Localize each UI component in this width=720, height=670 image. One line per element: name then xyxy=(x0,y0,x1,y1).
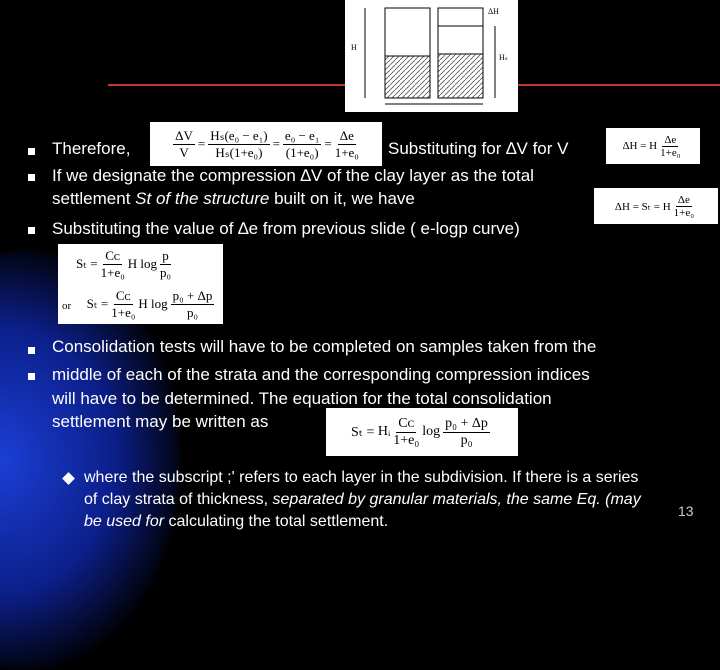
eq2-frac: $\frac{\Delta e}{\text{1+e₀}}$ xyxy=(660,133,681,159)
solid-phase-left xyxy=(385,56,430,98)
bullet-5 xyxy=(28,373,35,380)
solid-phase-right xyxy=(438,54,483,98)
line-determined: will have to be determined. The equation for the total consolidation xyxy=(52,389,552,408)
sub-line-2a: of clay strata of thickness, xyxy=(84,491,273,508)
line-substituting-e: Substituting the value of ∆e from previous slide ( e-logp curve) xyxy=(52,219,520,238)
sub-line-3 xyxy=(84,512,388,532)
equation-void-ratio: $\frac{\Delta V}{V}$ = $\frac{\text{Hₛ(e₀ − e₁)}}{\text{Hₛ(1+e₀)}}$ = $\frac{\text{e₀ − e₁}}{\text{(1+e₀)}}$ = $\frac{\Delta e}{\text{1+e₀}}$ xyxy=(150,122,382,166)
eq1-lhs: $\frac{\Delta V}{V}$ xyxy=(175,127,193,160)
settlement-italic: St of the structure xyxy=(135,189,270,208)
equation-total-settlement: Sₜ = Hᵢ $\frac{\text{Cᴄ}}{\text{1+e₀}}$ log $\frac{\text{p₀ + Δp}}{\text{p₀}}$ xyxy=(326,408,518,456)
settlement-text: settlement xyxy=(52,189,136,208)
void-phase-right xyxy=(438,8,483,26)
line-written-as: settlement may be written as xyxy=(52,412,269,431)
label-h: H xyxy=(351,43,357,52)
sub-line-2b: separated by granular materials, the same Eq. (may xyxy=(272,491,641,508)
equation-compression-index xyxy=(58,244,223,324)
equation-settlement: ΔH = Sₜ = H $\frac{\Delta e}{\text{1+e₀}}$ xyxy=(594,188,718,224)
eq1-right: $\frac{\text{e₀ − e₁}}{\text{(1+e₀)}}$ xyxy=(284,127,320,160)
label-hs: Hₛ xyxy=(499,53,508,62)
eq5-p: $\frac{\text{p₀ + Δp}}{\text{p₀}}$ xyxy=(445,415,488,448)
bullet-4 xyxy=(28,347,35,354)
soil-phase-diagram xyxy=(345,0,518,112)
bullet-1 xyxy=(28,148,35,155)
eq4a-cc: $\frac{\text{Cᴄ}}{\text{1+e₀}}$ xyxy=(100,247,125,280)
bullet-2 xyxy=(28,174,35,181)
settlement-rest: built on it, we have xyxy=(269,189,415,208)
line-middle: middle of each of the strata and the corresponding compression indices xyxy=(52,365,590,384)
sub-line-3a: be used for xyxy=(84,513,165,530)
line-substituting-v: Substituting for ∆V for V xyxy=(388,139,569,158)
eq3-frac: $\frac{\Delta e}{\text{1+e₀}}$ xyxy=(673,193,695,219)
eq4b-cc: $\frac{\text{Cᴄ}}{\text{1+e₀}}$ xyxy=(111,287,136,320)
line-settlement xyxy=(52,188,415,210)
soil-phase-svg xyxy=(345,0,518,112)
eq1-final: $\frac{\Delta e}{\text{1+e₀}}$ xyxy=(334,127,359,160)
eq4b-p: $\frac{\text{p₀ + Δp}}{\text{p₀}}$ xyxy=(172,287,213,320)
line-therefore: Therefore, xyxy=(52,139,131,158)
eq4a-p: $\frac{p}{\text{p₀}}$ xyxy=(160,247,172,280)
eq4-or: or xyxy=(62,300,72,312)
line-designate: If we designate the compression ∆V of the clay layer as the total xyxy=(52,166,534,185)
bullet-3 xyxy=(28,227,35,234)
page-number: 13 xyxy=(678,503,694,519)
sub-line-3b: calculating the total settlement. xyxy=(164,513,389,530)
eq1-mid: $\frac{\text{Hₛ(e₀ − e₁)}}{\text{Hₛ(1+e₀)}}$ xyxy=(210,127,268,160)
eq5-cc: $\frac{\text{Cᴄ}}{\text{1+e₀}}$ xyxy=(393,415,420,448)
void-phase-left xyxy=(385,8,430,56)
equation-delta-h: ΔH = H $\frac{\Delta e}{\text{1+e₀}}$ xyxy=(606,128,700,164)
compressed-void-right xyxy=(438,26,483,54)
line-consolidation: Consolidation tests will have to be completed on samples taken from the xyxy=(52,337,597,356)
sub-line-2 xyxy=(84,490,641,510)
label-dh: ΔH xyxy=(488,7,499,16)
sub-line-1: where the subscript ;' refers to each layer in the subdivision. If there is a series xyxy=(84,469,639,486)
eq4b: Sₜ = $\frac{\text{Cᴄ}}{\text{1+e₀}}$ H log $\frac{\text{p₀ + Δp}}{\text{p₀}}$ xyxy=(86,287,213,320)
eq4a: Sₜ = $\frac{\text{Cᴄ}}{\text{1+e₀}}$ H log $\frac{p}{\text{p₀}}$ xyxy=(75,247,172,280)
